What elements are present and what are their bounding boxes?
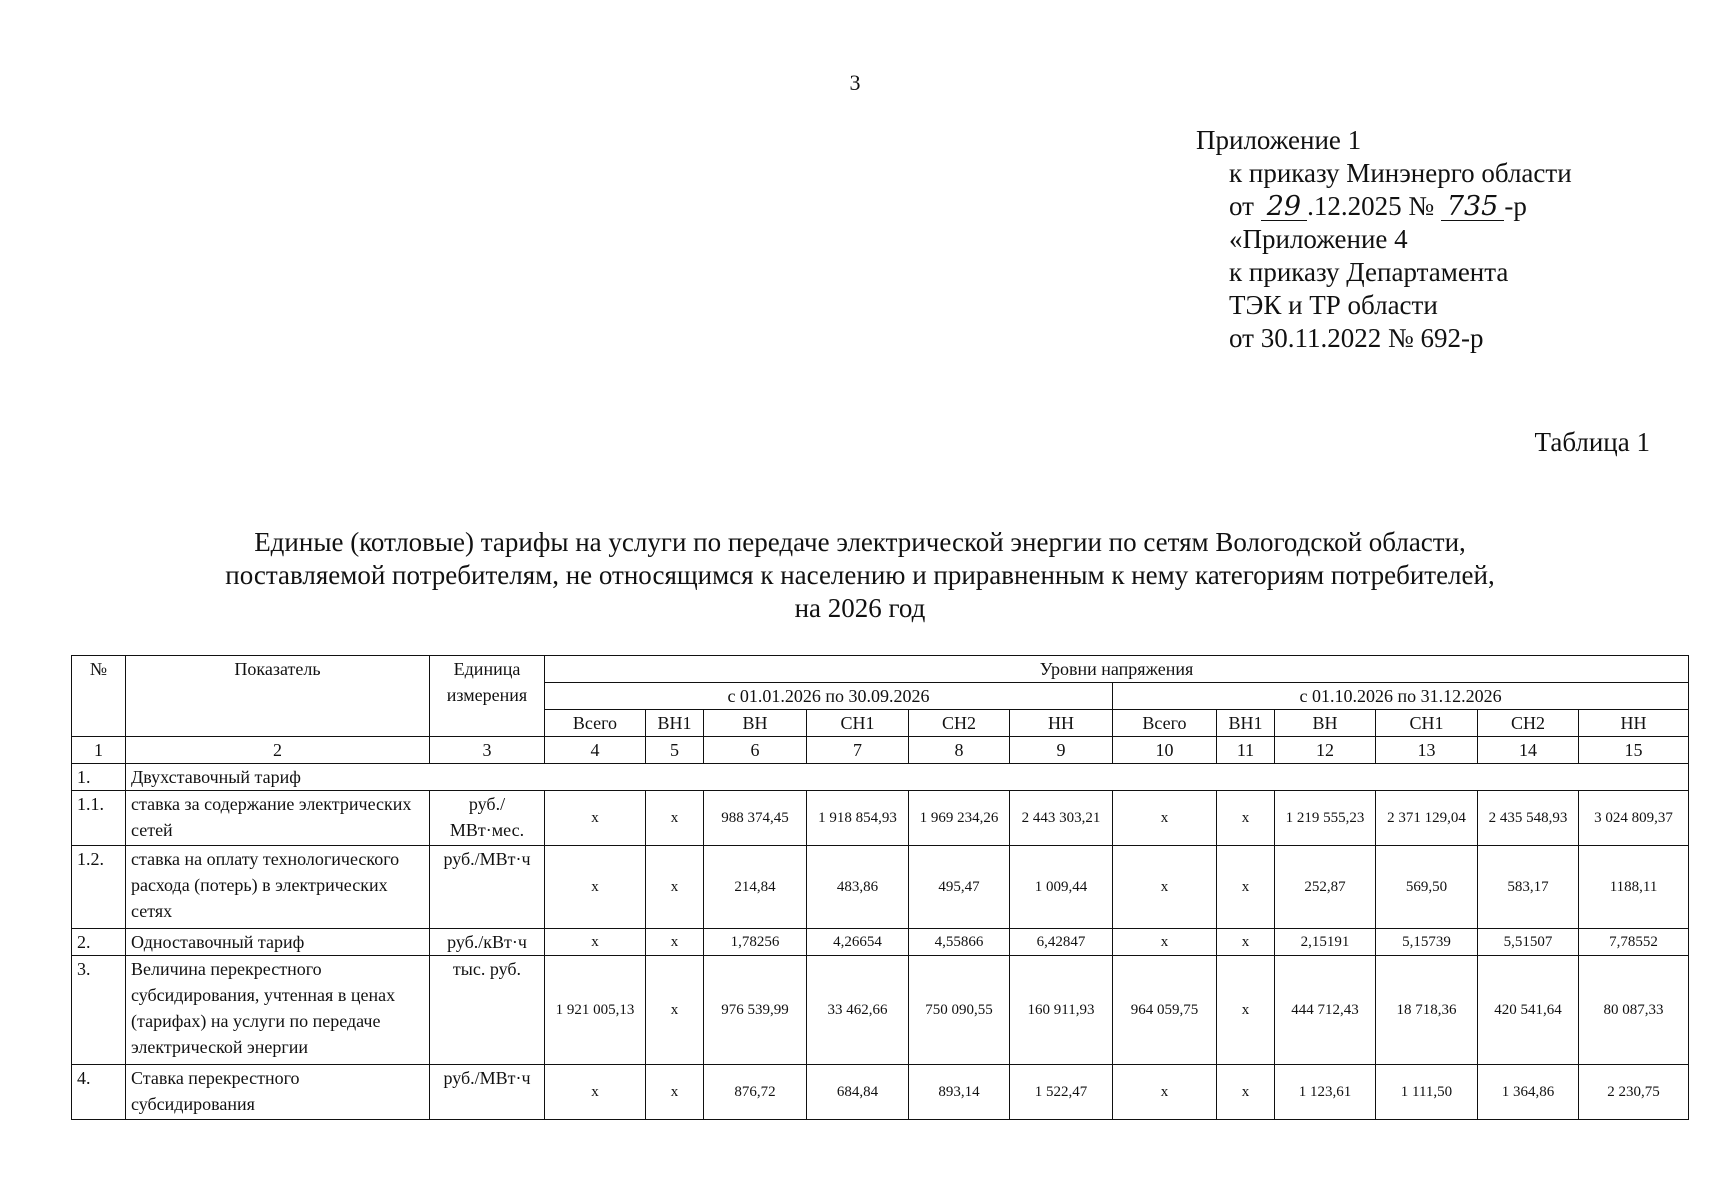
handwritten-order-number: 735 — [1441, 194, 1505, 221]
value-cell: x — [545, 791, 646, 846]
index-cell: 8 — [909, 737, 1010, 764]
value-cell: 1 219 555,23 — [1275, 791, 1376, 846]
value-cell: 2 443 303,21 — [1010, 791, 1113, 846]
value-cell: x — [1217, 846, 1275, 929]
tariff-table — [71, 655, 1689, 1120]
index-cell: 12 — [1275, 737, 1376, 764]
row-name: Одноставочный тариф — [126, 929, 430, 956]
value-cell: x — [646, 846, 704, 929]
value-cell: x — [545, 929, 646, 956]
appendix-date-prefix: от — [1229, 191, 1254, 221]
title-line-3: на 2026 год — [794, 593, 926, 623]
appendix-block — [1196, 124, 1572, 355]
row-num: 3. — [72, 956, 126, 1065]
header-sub: ВН1 — [646, 710, 704, 737]
row-name: ставка за содержание электрических сетей — [126, 791, 430, 846]
value-cell: 684,84 — [807, 1065, 909, 1120]
appendix-line-2: к приказу Минэнерго области — [1229, 158, 1572, 188]
value-cell: x — [1113, 1065, 1217, 1120]
header-sub: СН2 — [1478, 710, 1579, 737]
header-period-2: с 01.10.2026 по 31.12.2026 — [1113, 683, 1689, 710]
row-num: 1. — [72, 764, 126, 791]
index-row — [72, 737, 1689, 764]
value-cell: 6,42847 — [1010, 929, 1113, 956]
header-sub: СН1 — [1376, 710, 1478, 737]
value-cell: 33 462,66 — [807, 956, 909, 1065]
index-cell: 13 — [1376, 737, 1478, 764]
index-cell: 7 — [807, 737, 909, 764]
appendix-line-7: от 30.11.2022 № 692-р — [1229, 323, 1484, 353]
appendix-date-suffix: -р — [1504, 191, 1527, 221]
table-row — [72, 956, 1689, 1065]
table-label: Таблица 1 — [1534, 427, 1650, 457]
value-cell: 4,55866 — [909, 929, 1010, 956]
title-line-1: Единые (котловые) тарифы на услуги по передаче электрической энергии по сетям Вологодской области, — [254, 527, 1466, 557]
appendix-date-mid: .12.2025 № — [1307, 191, 1435, 221]
value-cell: 583,17 — [1478, 846, 1579, 929]
header-sub: Всего — [545, 710, 646, 737]
value-cell: 1 123,61 — [1275, 1065, 1376, 1120]
header-voltage-levels: Уровни напряжения — [545, 656, 1689, 683]
value-cell: 1 522,47 — [1010, 1065, 1113, 1120]
row-unit: руб./кВт·ч — [430, 929, 545, 956]
header-sub: СН2 — [909, 710, 1010, 737]
appendix-line-6: ТЭК и ТР области — [1229, 290, 1438, 320]
value-cell: 252,87 — [1275, 846, 1376, 929]
value-cell: 976 539,99 — [704, 956, 807, 1065]
header-sub: ВН1 — [1217, 710, 1275, 737]
title-line-2: поставляемой потребителям, не относящимся к населению и приравненным к нему категориям потребителей, — [225, 560, 1495, 590]
row-name: Ставка перекрестного субсидирования — [126, 1065, 430, 1120]
header-unit-line-1: Единица — [453, 659, 521, 679]
index-cell: 4 — [545, 737, 646, 764]
header-sub: Всего — [1113, 710, 1217, 737]
value-cell: x — [1217, 1065, 1275, 1120]
row-num: 1.1. — [72, 791, 126, 846]
value-cell: x — [1217, 791, 1275, 846]
appendix-line-3 — [1229, 190, 1572, 223]
value-cell: x — [545, 846, 646, 929]
value-cell: x — [1113, 929, 1217, 956]
header-sub: НН — [1579, 710, 1689, 737]
header-sub: СН1 — [807, 710, 909, 737]
value-cell: 964 059,75 — [1113, 956, 1217, 1065]
value-cell: 1 111,50 — [1376, 1065, 1478, 1120]
index-cell: 15 — [1579, 737, 1689, 764]
handwritten-day: 29 — [1261, 194, 1307, 221]
value-cell: 2,15191 — [1275, 929, 1376, 956]
value-cell: 483,86 — [807, 846, 909, 929]
value-cell: 214,84 — [704, 846, 807, 929]
table-row — [72, 929, 1689, 956]
table-row — [72, 846, 1689, 929]
index-cell: 14 — [1478, 737, 1579, 764]
index-cell: 3 — [430, 737, 545, 764]
row-unit: руб./МВт·мес. — [430, 791, 545, 846]
value-cell: 1 364,86 — [1478, 1065, 1579, 1120]
value-cell: 160 911,93 — [1010, 956, 1113, 1065]
header-indicator: Показатель — [126, 656, 430, 737]
header-sub: ВН — [704, 710, 807, 737]
index-cell: 1 — [72, 737, 126, 764]
row-name: Величина перекрестного субсидирования, учтенная в ценах (тарифах) на услуги по передаче электрической энергии — [126, 956, 430, 1065]
header-sub: ВН — [1275, 710, 1376, 737]
row-num: 2. — [72, 929, 126, 956]
value-cell: 569,50 — [1376, 846, 1478, 929]
value-cell: 2 371 129,04 — [1376, 791, 1478, 846]
index-cell: 9 — [1010, 737, 1113, 764]
value-cell: x — [646, 1065, 704, 1120]
index-cell: 6 — [704, 737, 807, 764]
value-cell: 1188,11 — [1579, 846, 1689, 929]
value-cell: 420 541,64 — [1478, 956, 1579, 1065]
value-cell: 7,78552 — [1579, 929, 1689, 956]
row-num: 1.2. — [72, 846, 126, 929]
table-row — [72, 791, 1689, 846]
value-cell: x — [1113, 846, 1217, 929]
header-row-1 — [72, 656, 1689, 683]
index-cell: 11 — [1217, 737, 1275, 764]
value-cell: 1 918 854,93 — [807, 791, 909, 846]
value-cell: x — [646, 956, 704, 1065]
value-cell: x — [1113, 791, 1217, 846]
page-number: 3 — [849, 70, 861, 95]
value-cell: 495,47 — [909, 846, 1010, 929]
row-num: 4. — [72, 1065, 126, 1120]
value-cell: 2 230,75 — [1579, 1065, 1689, 1120]
value-cell: 5,51507 — [1478, 929, 1579, 956]
value-cell: 876,72 — [704, 1065, 807, 1120]
value-cell: 750 090,55 — [909, 956, 1010, 1065]
header-num: № — [72, 656, 126, 737]
row-unit: руб./МВт·ч — [430, 1065, 545, 1120]
row-name: ставка на оплату технологического расхода (потерь) в электрических сетях — [126, 846, 430, 929]
value-cell: 18 718,36 — [1376, 956, 1478, 1065]
row-unit: тыс. руб. — [430, 956, 545, 1065]
index-cell: 5 — [646, 737, 704, 764]
row-unit: руб./МВт·ч — [430, 846, 545, 929]
header-unit — [430, 656, 545, 737]
value-cell: x — [545, 1065, 646, 1120]
table-row — [72, 1065, 1689, 1120]
value-cell: 1 969 234,26 — [909, 791, 1010, 846]
header-unit-line-2: измерения — [446, 685, 528, 705]
header-period-1: с 01.01.2026 по 30.09.2026 — [545, 683, 1113, 710]
value-cell: 80 087,33 — [1579, 956, 1689, 1065]
value-cell: 1,78256 — [704, 929, 807, 956]
value-cell: 1 009,44 — [1010, 846, 1113, 929]
value-cell: 444 712,43 — [1275, 956, 1376, 1065]
row-name: Двухставочный тариф — [126, 764, 1689, 791]
appendix-line-1: Приложение 1 — [1196, 125, 1362, 155]
value-cell: 988 374,45 — [704, 791, 807, 846]
header-sub: НН — [1010, 710, 1113, 737]
value-cell: 2 435 548,93 — [1478, 791, 1579, 846]
value-cell: 3 024 809,37 — [1579, 791, 1689, 846]
value-cell: x — [646, 929, 704, 956]
value-cell: x — [646, 791, 704, 846]
appendix-line-4: «Приложение 4 — [1229, 224, 1408, 254]
value-cell: 1 921 005,13 — [545, 956, 646, 1065]
appendix-line-5: к приказу Департамента — [1229, 257, 1509, 287]
value-cell: 4,26654 — [807, 929, 909, 956]
value-cell: x — [1217, 956, 1275, 1065]
value-cell: 5,15739 — [1376, 929, 1478, 956]
index-cell: 10 — [1113, 737, 1217, 764]
value-cell: x — [1217, 929, 1275, 956]
index-cell: 2 — [126, 737, 430, 764]
document-title — [60, 526, 1660, 625]
table-row — [72, 764, 1689, 791]
value-cell: 893,14 — [909, 1065, 1010, 1120]
